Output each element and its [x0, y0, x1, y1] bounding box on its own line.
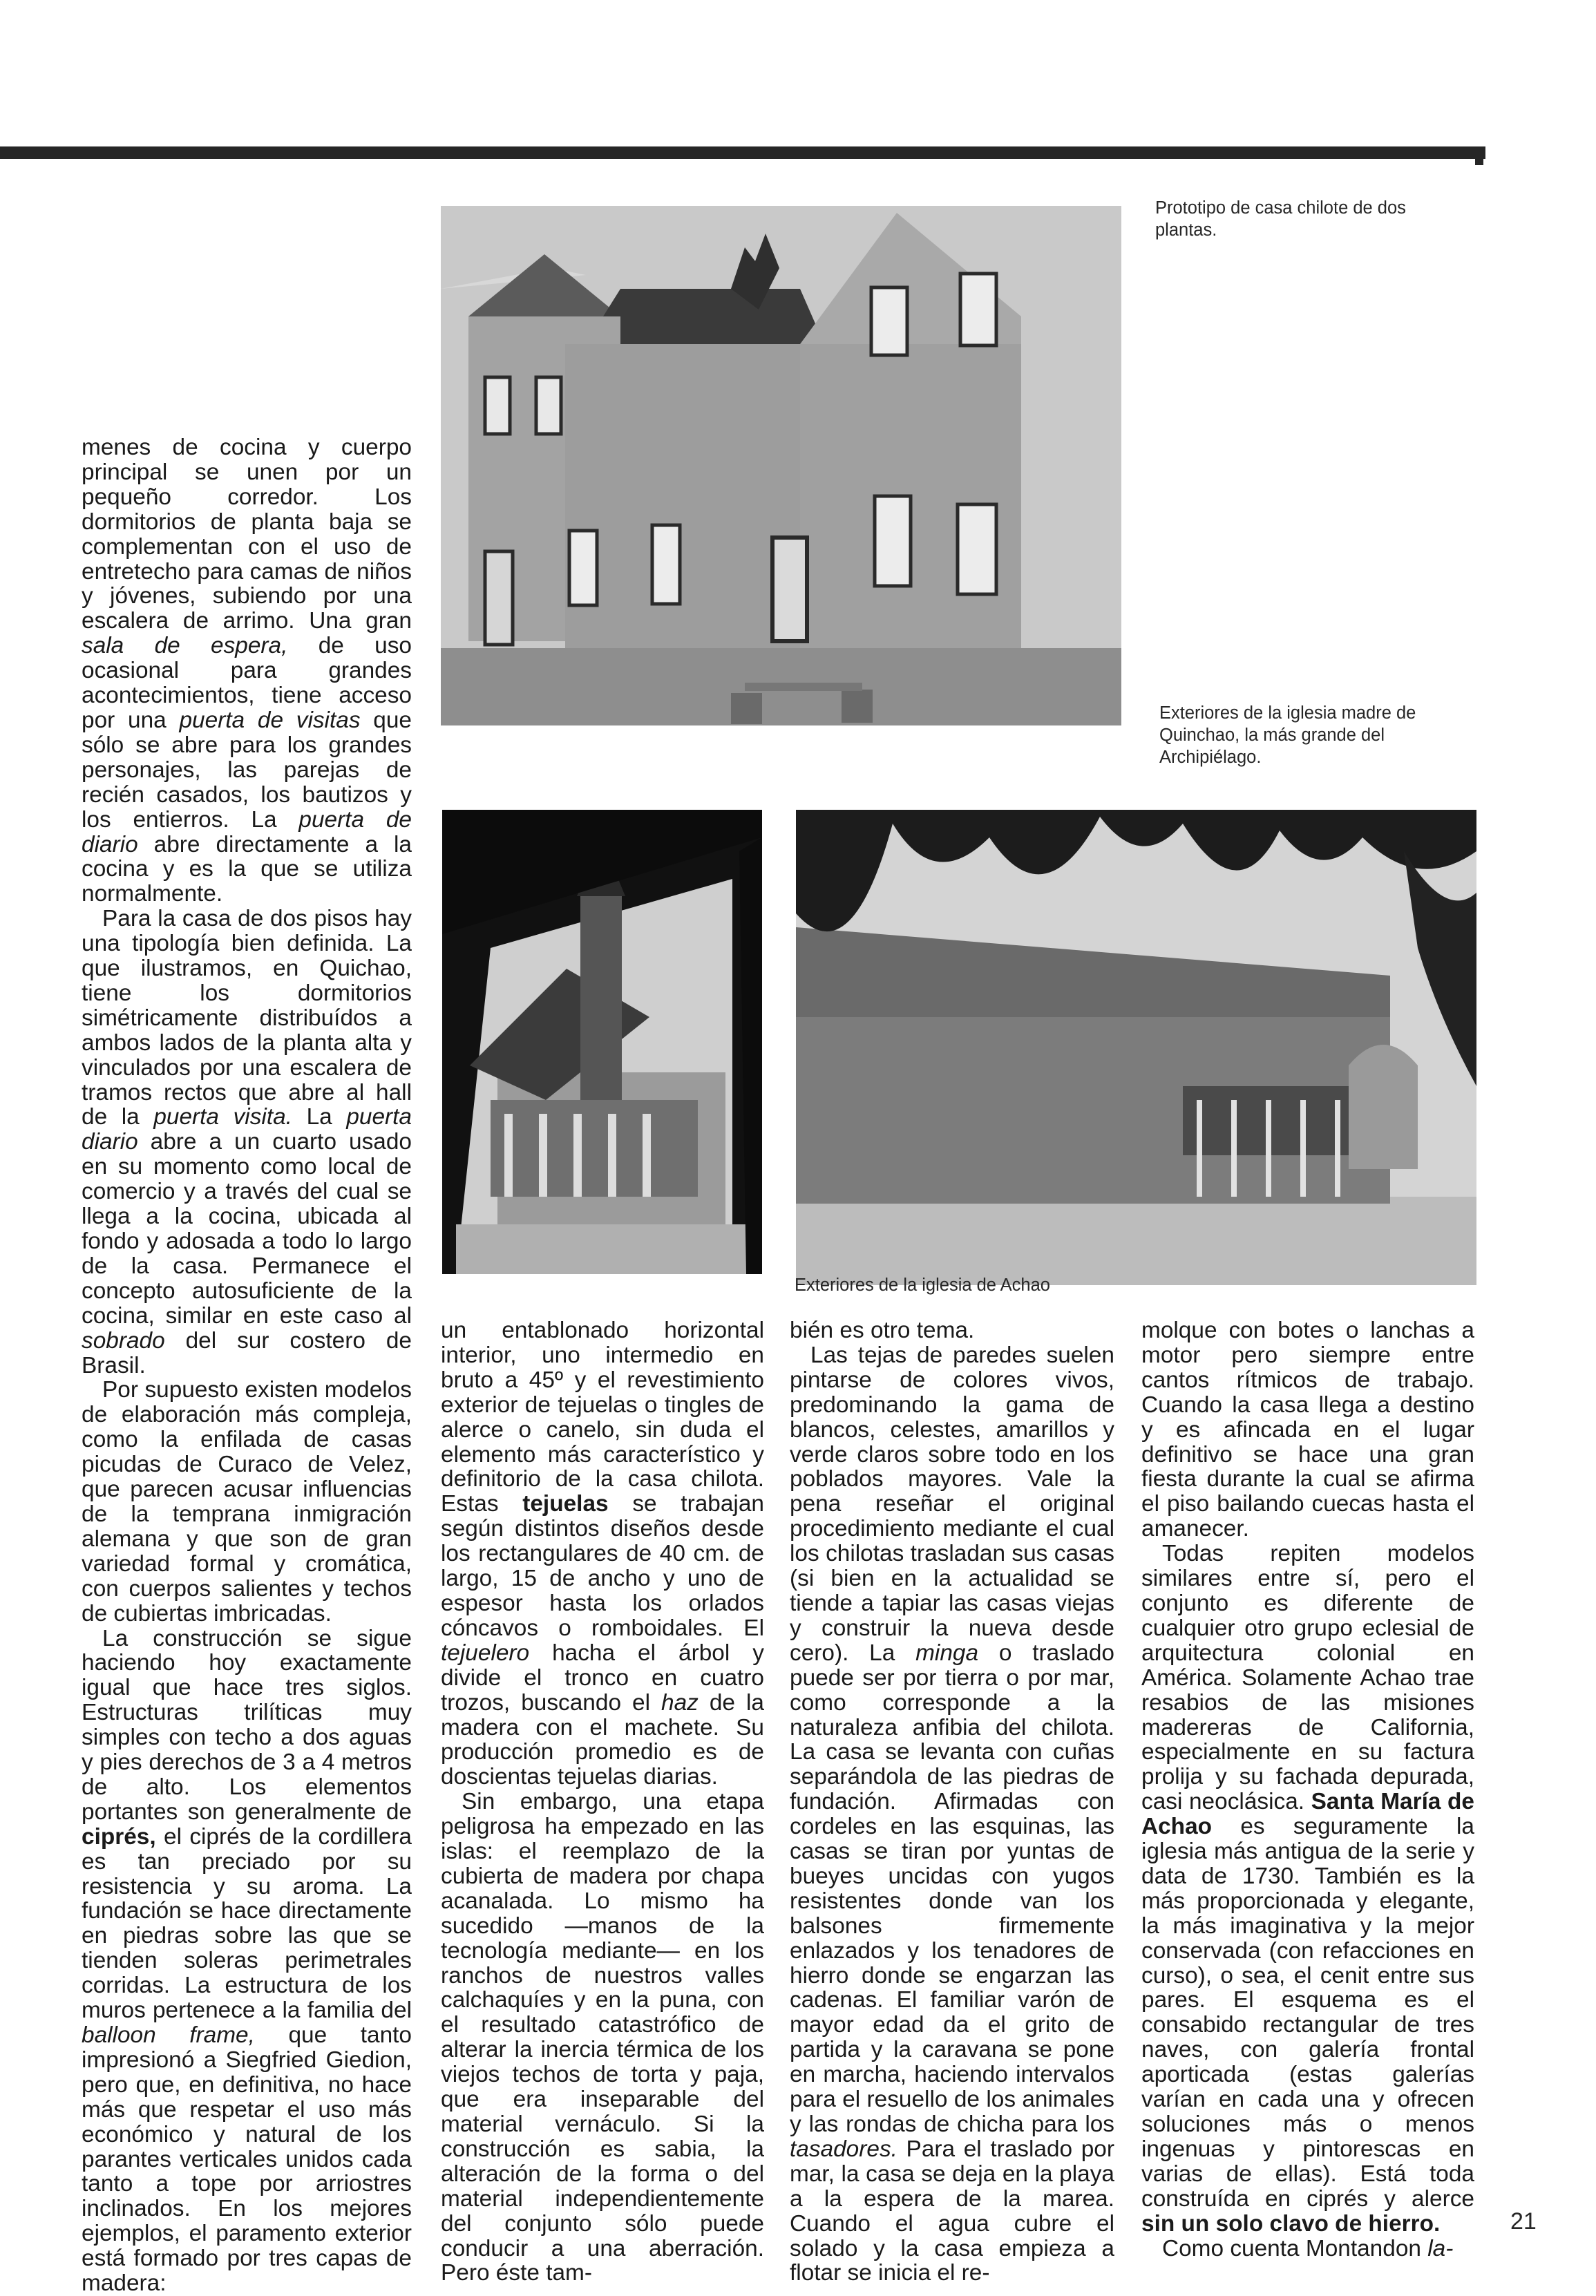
top-rule — [0, 146, 1485, 159]
caption-achao-church: Exteriores de la iglesia de Achao — [795, 1275, 1050, 1295]
photo-two-story-house — [441, 206, 1121, 725]
text-column-1 — [82, 435, 412, 2296]
caption-two-story-house: Prototipo de casa chilote de dos plantas. — [1155, 198, 1406, 240]
text-column-2 — [441, 1318, 764, 2286]
text-column-4 — [1141, 1318, 1474, 2261]
paragraph: bién es otro tema. — [790, 1318, 975, 1343]
page-number: 21 — [1510, 2208, 1537, 2235]
paragraph: Por supuesto existen modelos de elaboración más compleja, como la enfilada de casas picudas de Curaco de Velez, que parecen acusar influencias de la temprana inmigración alemana y que son de gran variedad formal y cromática, con cuerpos salientes y techos de cubiertas imbricadas. — [82, 1377, 412, 1626]
paragraph: molque con botes o lanchas a motor pero siempre entre cantos rítmicos de trabajo. Cuando la casa llega a destino y es afincada en el lugar definitivo se hace una gran fiesta durante la cual se afirma el piso bailando cuecas hasta el amanecer. — [1141, 1318, 1474, 1542]
paragraph: Como cuenta Montandon la- — [1162, 2235, 1454, 2261]
paragraph: La construcción se sigue haciendo hoy exactamente igual que hace tres siglos. Estructuras trilíticas muy simples con techo a dos aguas y pies derechos de 3 a 4 metros de alto. Los elementos portantes son generalmente de ciprés, el ciprés de la cordillera es tan preciado por su resistencia y su aroma. La fundación se hace directamente en piedras sobre las que se tienden soleras perimetrales corridas. La estructura de los muros pertenece a la familia del balloon frame, que tanto impresionó a Siegfried Giedion, pero que, en definitiva, no hace más que respetar el uso más económico y natural de los parantes verticales unidos cada tanto a tope por arriostres inclinados. En los mejores ejemplos, el paramento exterior está formado por tres capas de madera: — [82, 1625, 412, 2296]
paragraph: menes de cocina y cuerpo principal se unen por un pequeño corredor. Los dormitorios de planta baja se complementan con el uso de entretecho para camas de niños y jóvenes, subiendo por una escalera de arrimo. Una gran sala de espera, de uso ocasional para grandes acontecimientos, tiene acceso por una puerta de visitas que sólo se abre para los grandes personajes, las parejas de recién casados, los bautizos y los entierros. La puerta de diario abre directamente a la cocina y es la que se utiliza normalmente. — [82, 435, 412, 907]
paragraph: Sin embargo, una etapa peligrosa ha empezado en las islas: el reemplazo de la cubierta de madera por chapa acanalada. Lo mismo ha sucedido —manos de la tecnología mediante— en los ranchos de nuestros valles calchaquíes y en la puna, con el resultado catastrófico de alterar la inercia térmica de los viejos techos de torta y paja, que era inseparable del material vernáculo. Si la construcción es sabia, la alteración de la forma o del material independientemente del conjunto sólo puede conducir a una aberración. Pero éste tam- — [441, 1789, 764, 2286]
paragraph: Para la casa de dos pisos hay una tipología bien definida. La que ilustramos, en Quichao, tiene los dormitorios simétricamente distribuídos a ambos lados de la planta alta y vinculados por una escalera de tramos rectos que abre al hall de la puerta visita. La puerta diario abre a un cuarto usado en su momento como local de comercio y a través del cual se llega a la cocina, ubicada al fondo y adosada a todo lo largo de la casa. Permanece el concepto autosuficiente de la cocina, similar en este caso al sobrado del sur costero de Brasil. — [82, 906, 412, 1378]
caption-quinchao-church: Exteriores de la iglesia madre de Quinchao, la más grande del Archipiélago. — [1159, 703, 1416, 767]
paragraph: Todas repiten modelos similares entre sí, pero el conjunto es diferente de cualquier otro grupo eclesial de arquitectura colonial en América. Solamente Achao trae resabios de las misiones madereras de California, especialmente en su factura prolija y su fachada depurada, casi neoclásica. Santa María de Achao es seguramente la iglesia más antigua de la serie y data de 1730. También es la más proporcionada y elegante, la más imaginativa y la mejor conservada (con refacciones en curso), o sea, el cenit entre sus pares. El esquema es el consabido rectangular de tres naves, con galería frontal aporticada (estas galerías varían en cada una y ofrecen soluciones más o menos ingenuas y pintorescas en varias de ellas). Está toda construída en ciprés y alerce sin un solo clavo de hierro. — [1141, 1541, 1474, 2237]
top-rule-end — [1475, 149, 1483, 165]
photo-achao-church — [796, 810, 1476, 1285]
paragraph: un entablonado horizontal interior, uno intermedio en bruto a 45º y el revestimiento exterior de tejuelas o tingles de alerce o canelo, sin duda el elemento más característico y definitorio de la casa chilota. Estas tejuelas se trabajan según distintos diseños desde los rectangulares de 40 cm. de largo, 15 de ancho y uno de espesor hasta los orlados cóncavos o romboidales. El tejuelero hacha el árbol y divide el tronco en cuatro trozos, buscando el haz de la madera con el machete. Su producción promedio es de doscientas tejuelas diarias. — [441, 1318, 764, 1790]
photo-quinchao-church — [442, 810, 762, 1274]
text-column-3 — [790, 1318, 1114, 2286]
paragraph: Las tejas de paredes suelen pintarse de colores vivos, predominando la gama de blancos, celestes, amarillos y verde claros sobre todo en los poblados mayores. Vale la pena reseñar el original procedimiento mediante el cual los chilotas trasladan sus casas (si bien en la actualidad se tiende a tapiar las casas viejas y construir la nueva desde cero). La minga o traslado puede ser por tierra o por mar, como corresponde a la naturaleza anfibia del chilota. La casa se levanta con cuñas separándola de las piedras de fundación. Afirmadas con cordeles en las esquinas, las casas se tiran por yuntas de bueyes uncidas con yugos resistentes donde van los balsones firmemente enlazados y los tenadores de hierro donde se engarzan las cadenas. El familiar varón de mayor edad da el grito de partida y la caravana se pone en marcha, haciendo intervalos para el resuello de los animales y las rondas de chicha para los tasadores. Para el traslado por mar, la casa se deja en la playa a la espera de la marea. Cuando el agua cubre el solado y la casa empieza a flotar se inicia el re- — [790, 1342, 1115, 2286]
